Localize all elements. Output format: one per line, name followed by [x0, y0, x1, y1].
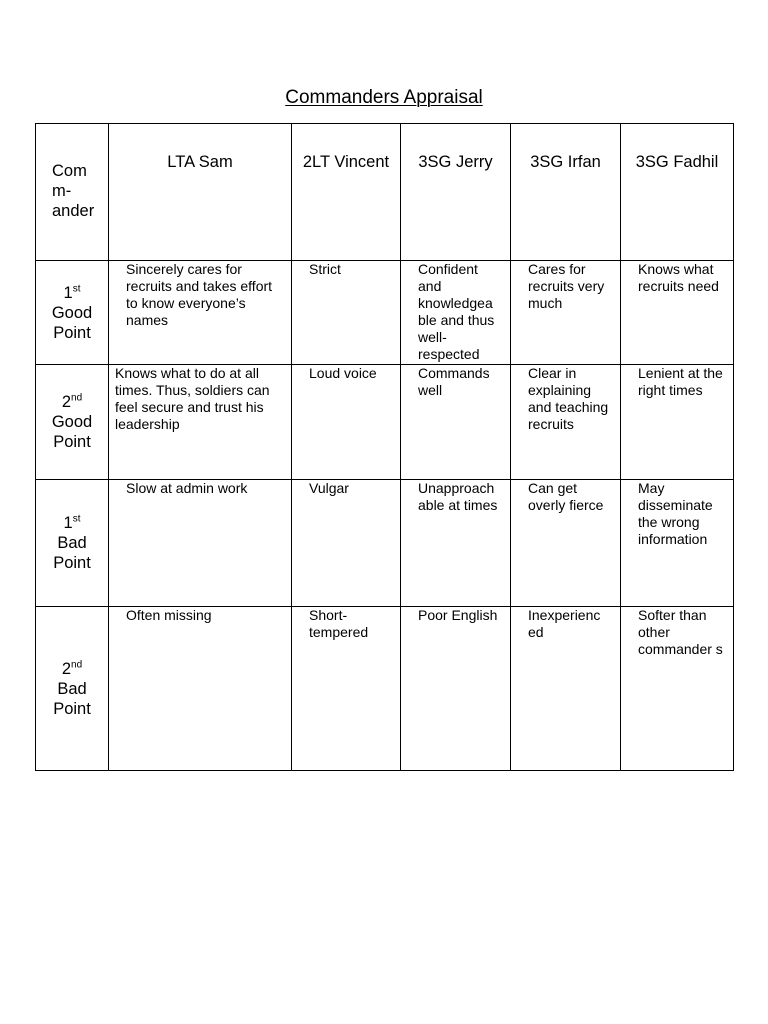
cell-text: Softer than other commander s [638, 607, 723, 657]
table-cell [109, 365, 292, 480]
corner-cell [36, 124, 109, 261]
cell-text: Loud voice [309, 365, 377, 381]
row-label [36, 607, 109, 771]
table-cell [292, 365, 401, 480]
table-row [36, 607, 734, 771]
commander-label-line: ander [52, 202, 95, 220]
appraisal-table [35, 123, 734, 771]
table-cell [621, 607, 734, 771]
column-header [292, 124, 401, 261]
row-label-line: Bad [57, 534, 87, 552]
cell-text: May disseminate the wrong information [638, 480, 713, 547]
table-cell [401, 480, 511, 607]
cell-text: Inexperienc ed [528, 607, 601, 640]
table-cell [511, 365, 621, 480]
table-cell [109, 607, 292, 771]
row-label-line: Bad [57, 679, 87, 698]
table-cell [292, 607, 401, 771]
table-cell [292, 261, 401, 365]
row-label-line: Point [53, 323, 91, 342]
cell-text: Sincerely cares for recruits and takes effort to know everyone’s names [126, 261, 273, 328]
commander-label [36, 124, 108, 221]
document-title-text: Commanders Appraisal [285, 87, 483, 108]
row-label-line: Good [51, 413, 93, 431]
table-cell [621, 365, 734, 480]
cell-text: Poor English [418, 607, 498, 623]
header-row [36, 124, 734, 261]
table-row [36, 365, 734, 480]
commander-label-line: Com [52, 162, 87, 180]
table-cell [511, 480, 621, 607]
row-label-ordinal [36, 392, 108, 412]
cell-text: Short-tempered [309, 607, 369, 640]
row-label-line: Good [51, 303, 93, 322]
cell-text: Knows what to do at all times. Thus, soldiers can feel secure and trust his leadership [115, 365, 270, 432]
row-label-ordinal [36, 283, 108, 303]
commander-name: 3SG Fadhil [635, 153, 719, 171]
column-header [401, 124, 511, 261]
row-label [36, 365, 109, 480]
table-cell [401, 607, 511, 771]
ordinal-suffix: nd [71, 659, 83, 670]
table-row [36, 480, 734, 607]
cell-text: Strict [309, 261, 341, 277]
commander-name: LTA Sam [167, 153, 233, 171]
table-cell [621, 261, 734, 365]
cell-text: Unapproach able at times [418, 480, 498, 513]
ordinal-suffix: st [72, 513, 81, 525]
table-row [36, 261, 734, 365]
cell-text: Slow at admin work [126, 480, 248, 496]
table-cell [109, 480, 292, 607]
row-label-line: Point [53, 554, 91, 572]
cell-text: Confident and knowledgea ble and thus well-respected [418, 261, 495, 362]
cell-text: Knows what recruits need [638, 261, 719, 294]
cell-text: Vulgar [309, 480, 349, 496]
ordinal-number: 2 [61, 659, 72, 678]
cell-text: Often missing [126, 607, 212, 623]
commander-label-line: m- [52, 182, 72, 200]
cell-text: Can get overly fierce [528, 480, 604, 513]
row-label-ordinal [36, 513, 108, 533]
cell-text: Lenient at the right times [638, 365, 723, 398]
row-label-ordinal [36, 659, 108, 679]
table-cell [511, 261, 621, 365]
column-header [511, 124, 621, 261]
row-label [36, 261, 109, 365]
ordinal-number: 2 [61, 393, 72, 411]
document-title [0, 86, 768, 110]
table-cell [401, 261, 511, 365]
commander-name: 3SG Irfan [530, 153, 601, 171]
cell-text: Clear in explaining and teaching recruits [528, 365, 609, 432]
table-cell [109, 261, 292, 365]
commander-name: 3SG Jerry [418, 153, 493, 171]
ordinal-number: 1 [63, 514, 73, 532]
ordinal-number: 1 [63, 283, 73, 302]
ordinal-suffix: st [72, 283, 81, 294]
row-label [36, 480, 109, 607]
ordinal-suffix: nd [71, 392, 83, 404]
column-header [109, 124, 292, 261]
row-label-line: Point [53, 433, 91, 451]
table-cell [621, 480, 734, 607]
commander-name: 2LT Vincent [302, 153, 390, 171]
row-label-line: Point [53, 699, 91, 718]
cell-text: Commands well [418, 365, 490, 398]
table-cell [511, 607, 621, 771]
table-cell [401, 365, 511, 480]
table-cell [292, 480, 401, 607]
column-header [621, 124, 734, 261]
cell-text: Cares for recruits very much [528, 261, 605, 311]
